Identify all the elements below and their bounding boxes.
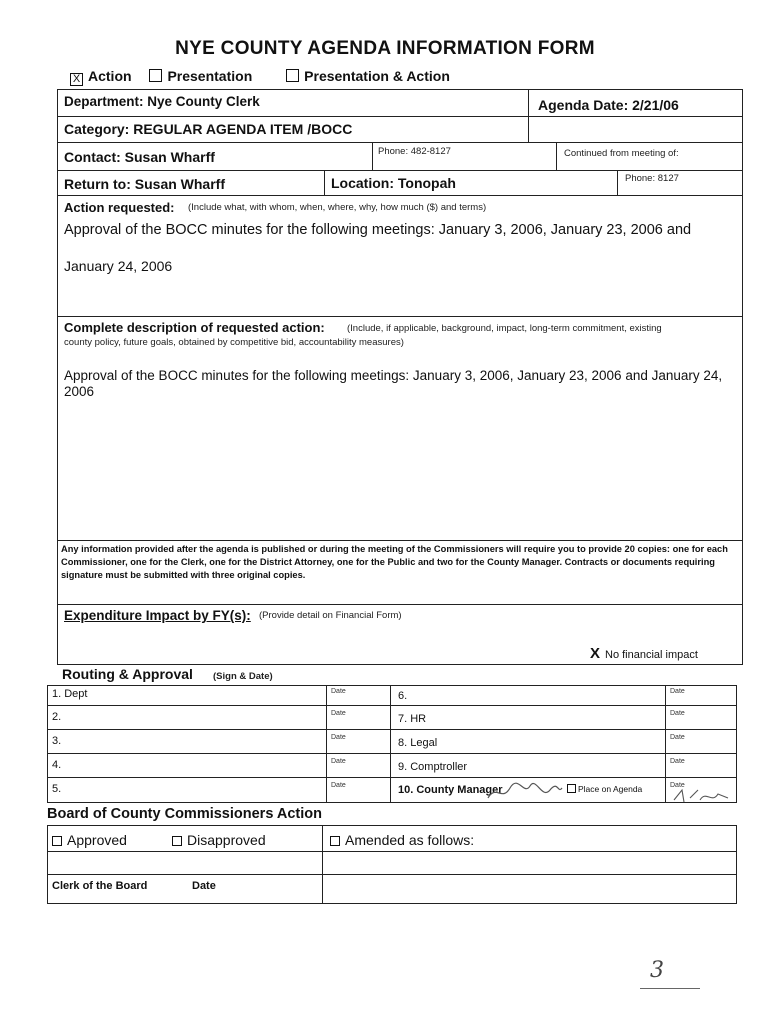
option-presentation-action[interactable]: Presentation & Action [286, 68, 450, 84]
form-title: NYE COUNTY AGENDA INFORMATION FORM [175, 38, 595, 59]
amended-option[interactable]: Amended as follows: [330, 832, 474, 848]
routing-label: Routing & Approval [62, 666, 193, 682]
copies-notice: Any information provided after the agenda is published or during the meeting of the Commissioners will require you to provide 20 copies: one for each Commissioner, one for the Clerk, one for the District Attorney, one for the Public and two for the County Manager. Contracts or documents requiring signature must be submitted with three original copies. [61, 544, 728, 580]
route-2: 2. [52, 711, 62, 723]
route-9: 9. Comptroller [398, 761, 468, 773]
return-phone: Phone: 8127 [625, 173, 679, 184]
continued-from: Continued from meeting of: [564, 148, 679, 159]
checkbox-action[interactable]: X [70, 73, 83, 86]
no-financial-impact: No financial impact [605, 649, 698, 661]
action-requested-text-2: January 24, 2006 [64, 258, 173, 274]
route-date-6: Date [670, 688, 685, 695]
place-on-agenda[interactable]: Place on Agenda [567, 784, 642, 794]
option-presentation[interactable]: Presentation [149, 68, 252, 84]
checkbox-presentation[interactable] [149, 69, 162, 82]
expenditure-hint: (Provide detail on Financial Form) [259, 610, 402, 621]
description-text: Approval of the BOCC minutes for the following meetings: January 3, 2006, January 23, 2006 and January 24, 2006 [64, 368, 723, 399]
action-requested-label: Action requested: [64, 200, 175, 215]
county-manager-date-handwritten [672, 786, 732, 806]
contact: Contact: Susan Wharff [64, 149, 215, 165]
route-date-7: Date [670, 710, 685, 717]
clerk-date: Date [192, 880, 216, 892]
option-action[interactable]: X Action [70, 68, 132, 86]
page-number: 3 [650, 958, 664, 983]
route-6: 6. [398, 690, 408, 702]
location: Location: Tonopah [331, 175, 456, 191]
route-date-4: Date [331, 758, 346, 765]
board-heading: Board of County Commissioners Action [47, 806, 322, 822]
description-hint: (Include, if applicable, background, impact, long-term commitment, existing [347, 323, 662, 334]
action-requested-hint: (Include what, with whom, when, where, why, how much ($) and terms) [188, 202, 487, 213]
route-10: 10. County Manager [398, 784, 503, 796]
return-to: Return to: Susan Wharff [64, 176, 225, 192]
route-4: 4. [52, 759, 62, 771]
agenda-date: Agenda Date: 2/21/06 [538, 97, 679, 113]
checkbox-amended[interactable] [330, 836, 340, 846]
route-3: 3. [52, 735, 62, 747]
route-date-1: Date [331, 688, 346, 695]
no-impact-mark[interactable]: X [590, 645, 601, 662]
expenditure-label: Expenditure Impact by FY(s): [64, 608, 251, 623]
checkbox-disapproved[interactable] [172, 836, 182, 846]
route-8: 8. Legal [398, 737, 438, 749]
route-date-5: Date [331, 782, 346, 789]
action-requested-text: Approval of the BOCC minutes for the following meetings: January 3, 2006, January 23, 2006 and [64, 222, 692, 238]
clerk-of-board: Clerk of the Board [52, 880, 148, 892]
approved-option[interactable]: Approved [52, 832, 127, 848]
route-date-3: Date [331, 734, 346, 741]
disapproved-option[interactable]: Disapproved [172, 832, 266, 848]
type-options [70, 68, 450, 86]
checkbox-presentation-action[interactable] [286, 69, 299, 82]
department: Department: Nye County Clerk [64, 94, 260, 109]
checkbox-place-on-agenda[interactable] [567, 784, 576, 793]
route-5: 5. [52, 783, 62, 795]
route-date-8: Date [670, 734, 685, 741]
description-label: Complete description of requested action: [64, 320, 325, 335]
route-date-10: Date [670, 782, 685, 789]
checkbox-approved[interactable] [52, 836, 62, 846]
contact-phone: Phone: 482-8127 [378, 146, 451, 157]
route-1: 1. Dept [52, 688, 88, 700]
category: Category: REGULAR AGENDA ITEM /BOCC [64, 121, 353, 137]
route-date-9: Date [670, 758, 685, 765]
route-7: 7. HR [398, 713, 427, 725]
routing-hint: (Sign & Date) [213, 671, 273, 682]
description-hint-2: county policy, future goals, obtained by competitive bid, accountability measures) [64, 337, 404, 348]
county-manager-signature [484, 776, 564, 806]
route-date-2: Date [331, 710, 346, 717]
